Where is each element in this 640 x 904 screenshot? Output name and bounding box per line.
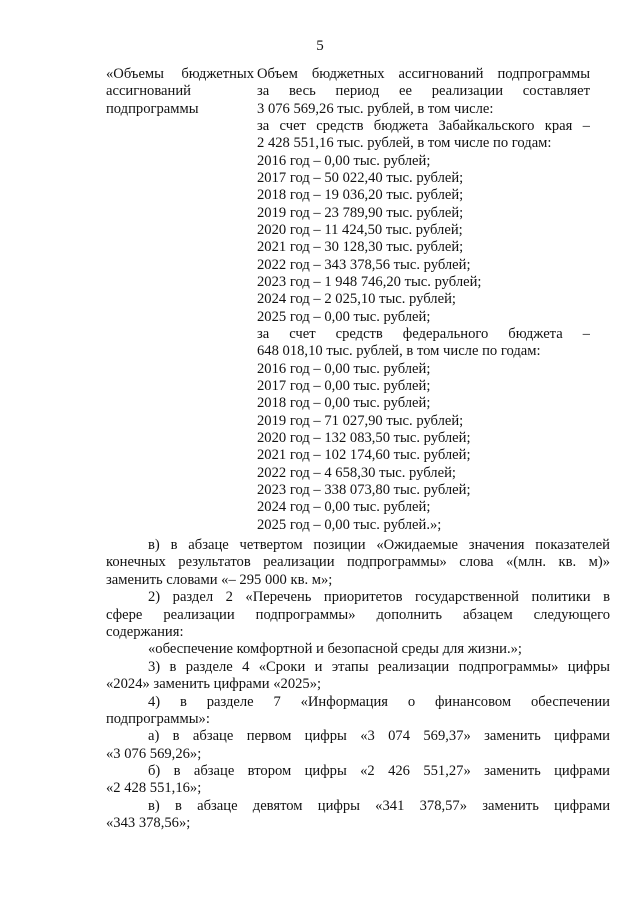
paragraph-line: б) в абзаце втором цифры «2 426 551,27» заменить цифрами — [148, 763, 610, 780]
year-line: 2017 год – 50 022,40 тыс. рублей; — [257, 169, 464, 186]
value-line: за счет средств федерального бюджета – — [257, 325, 590, 342]
paragraph-line: «2 428 551,16»; — [106, 780, 202, 797]
year-line: 2024 год – 2 025,10 тыс. рублей; — [257, 291, 456, 308]
value-line: 648 018,10 тыс. рублей, в том числе по годам: — [257, 343, 541, 360]
year-line: 2022 год – 343 378,56 тыс. рублей; — [257, 256, 471, 273]
year-line: 2021 год – 102 174,60 тыс. рублей; — [257, 447, 471, 464]
paragraph-line: «3 076 569,26»; — [106, 745, 202, 762]
year-line: 2020 год – 11 424,50 тыс. рублей; — [257, 221, 463, 238]
value-line: за счет средств бюджета Забайкальского края – — [257, 117, 590, 134]
year-line: 2021 год – 30 128,30 тыс. рублей; — [257, 239, 464, 256]
paragraph-line: «обеспечение комфортной и безопасной среды для жизни.»; — [148, 641, 522, 658]
amendments-text — [106, 537, 610, 833]
year-line: 2023 год – 1 948 746,20 тыс. рублей; — [257, 273, 482, 290]
paragraph-line: заменить словами «– 295 000 кв. м»; — [106, 571, 333, 588]
year-line: 2018 год – 19 036,20 тыс. рублей; — [257, 187, 464, 204]
label-line: ассигнований — [106, 83, 191, 100]
paragraph-line: «343 378,56»; — [106, 815, 191, 832]
paragraph-line: подпрограммы»: — [106, 710, 210, 727]
paragraph-line: 3) в разделе 4 «Сроки и этапы реализации подпрограммы» цифры — [148, 658, 610, 675]
year-line: 2023 год – 338 073,80 тыс. рублей; — [257, 481, 471, 498]
page-number: 5 — [316, 38, 324, 54]
year-line: 2016 год – 0,00 тыс. рублей; — [257, 360, 431, 377]
paragraph-line: сфере реализации подпрограммы» дополнить абзацем следующего — [106, 606, 610, 623]
table-label-cell — [106, 66, 254, 118]
label-line: подпрограммы — [106, 100, 199, 117]
year-line: 2017 год – 0,00 тыс. рублей; — [257, 377, 431, 394]
paragraph-line: а) в абзаце первом цифры «3 074 569,37» заменить цифрами — [148, 728, 610, 745]
value-line: Объем бюджетных ассигнований подпрограммы — [257, 66, 590, 82]
paragraph-line: в) в абзаце девятом цифры «341 378,57» заменить цифрами — [148, 797, 610, 814]
year-line: 2020 год – 132 083,50 тыс. рублей; — [257, 429, 471, 446]
table-value-cell — [257, 66, 590, 534]
paragraph-line: «2024» заменить цифрами «2025»; — [106, 676, 322, 693]
paragraph-line: 4) в разделе 7 «Информация о финансовом обеспечении — [148, 693, 610, 710]
year-line: 2019 год – 23 789,90 тыс. рублей; — [257, 204, 464, 221]
year-line: 2024 год – 0,00 тыс. рублей; — [257, 499, 431, 516]
value-line: за весь период ее реализации составляет — [257, 83, 590, 100]
paragraph-line: в) в абзаце четвертом позиции «Ожидаемые значения показателей — [148, 537, 610, 553]
year-line: 2019 год – 71 027,90 тыс. рублей; — [257, 412, 464, 429]
paragraph-line: 2) раздел 2 «Перечень приоритетов государственной политики в — [148, 589, 610, 606]
year-line: 2018 год – 0,00 тыс. рублей; — [257, 395, 431, 412]
paragraph-line: содержания: — [106, 623, 184, 640]
year-line: 2022 год – 4 658,30 тыс. рублей; — [257, 464, 456, 481]
value-line: 3 076 569,26 тыс. рублей, в том числе: — [257, 100, 494, 117]
value-line: 2 428 551,16 тыс. рублей, в том числе по годам: — [257, 135, 552, 152]
label-line: «Объемы бюджетных — [106, 66, 254, 82]
year-line: 2025 год – 0,00 тыс. рублей.»; — [257, 516, 442, 533]
paragraph-line: конечных результатов реализации подпрограммы» слова «(млн. кв. м)» — [106, 554, 610, 571]
year-line: 2025 год – 0,00 тыс. рублей; — [257, 308, 431, 325]
year-line: 2016 год – 0,00 тыс. рублей; — [257, 152, 431, 169]
